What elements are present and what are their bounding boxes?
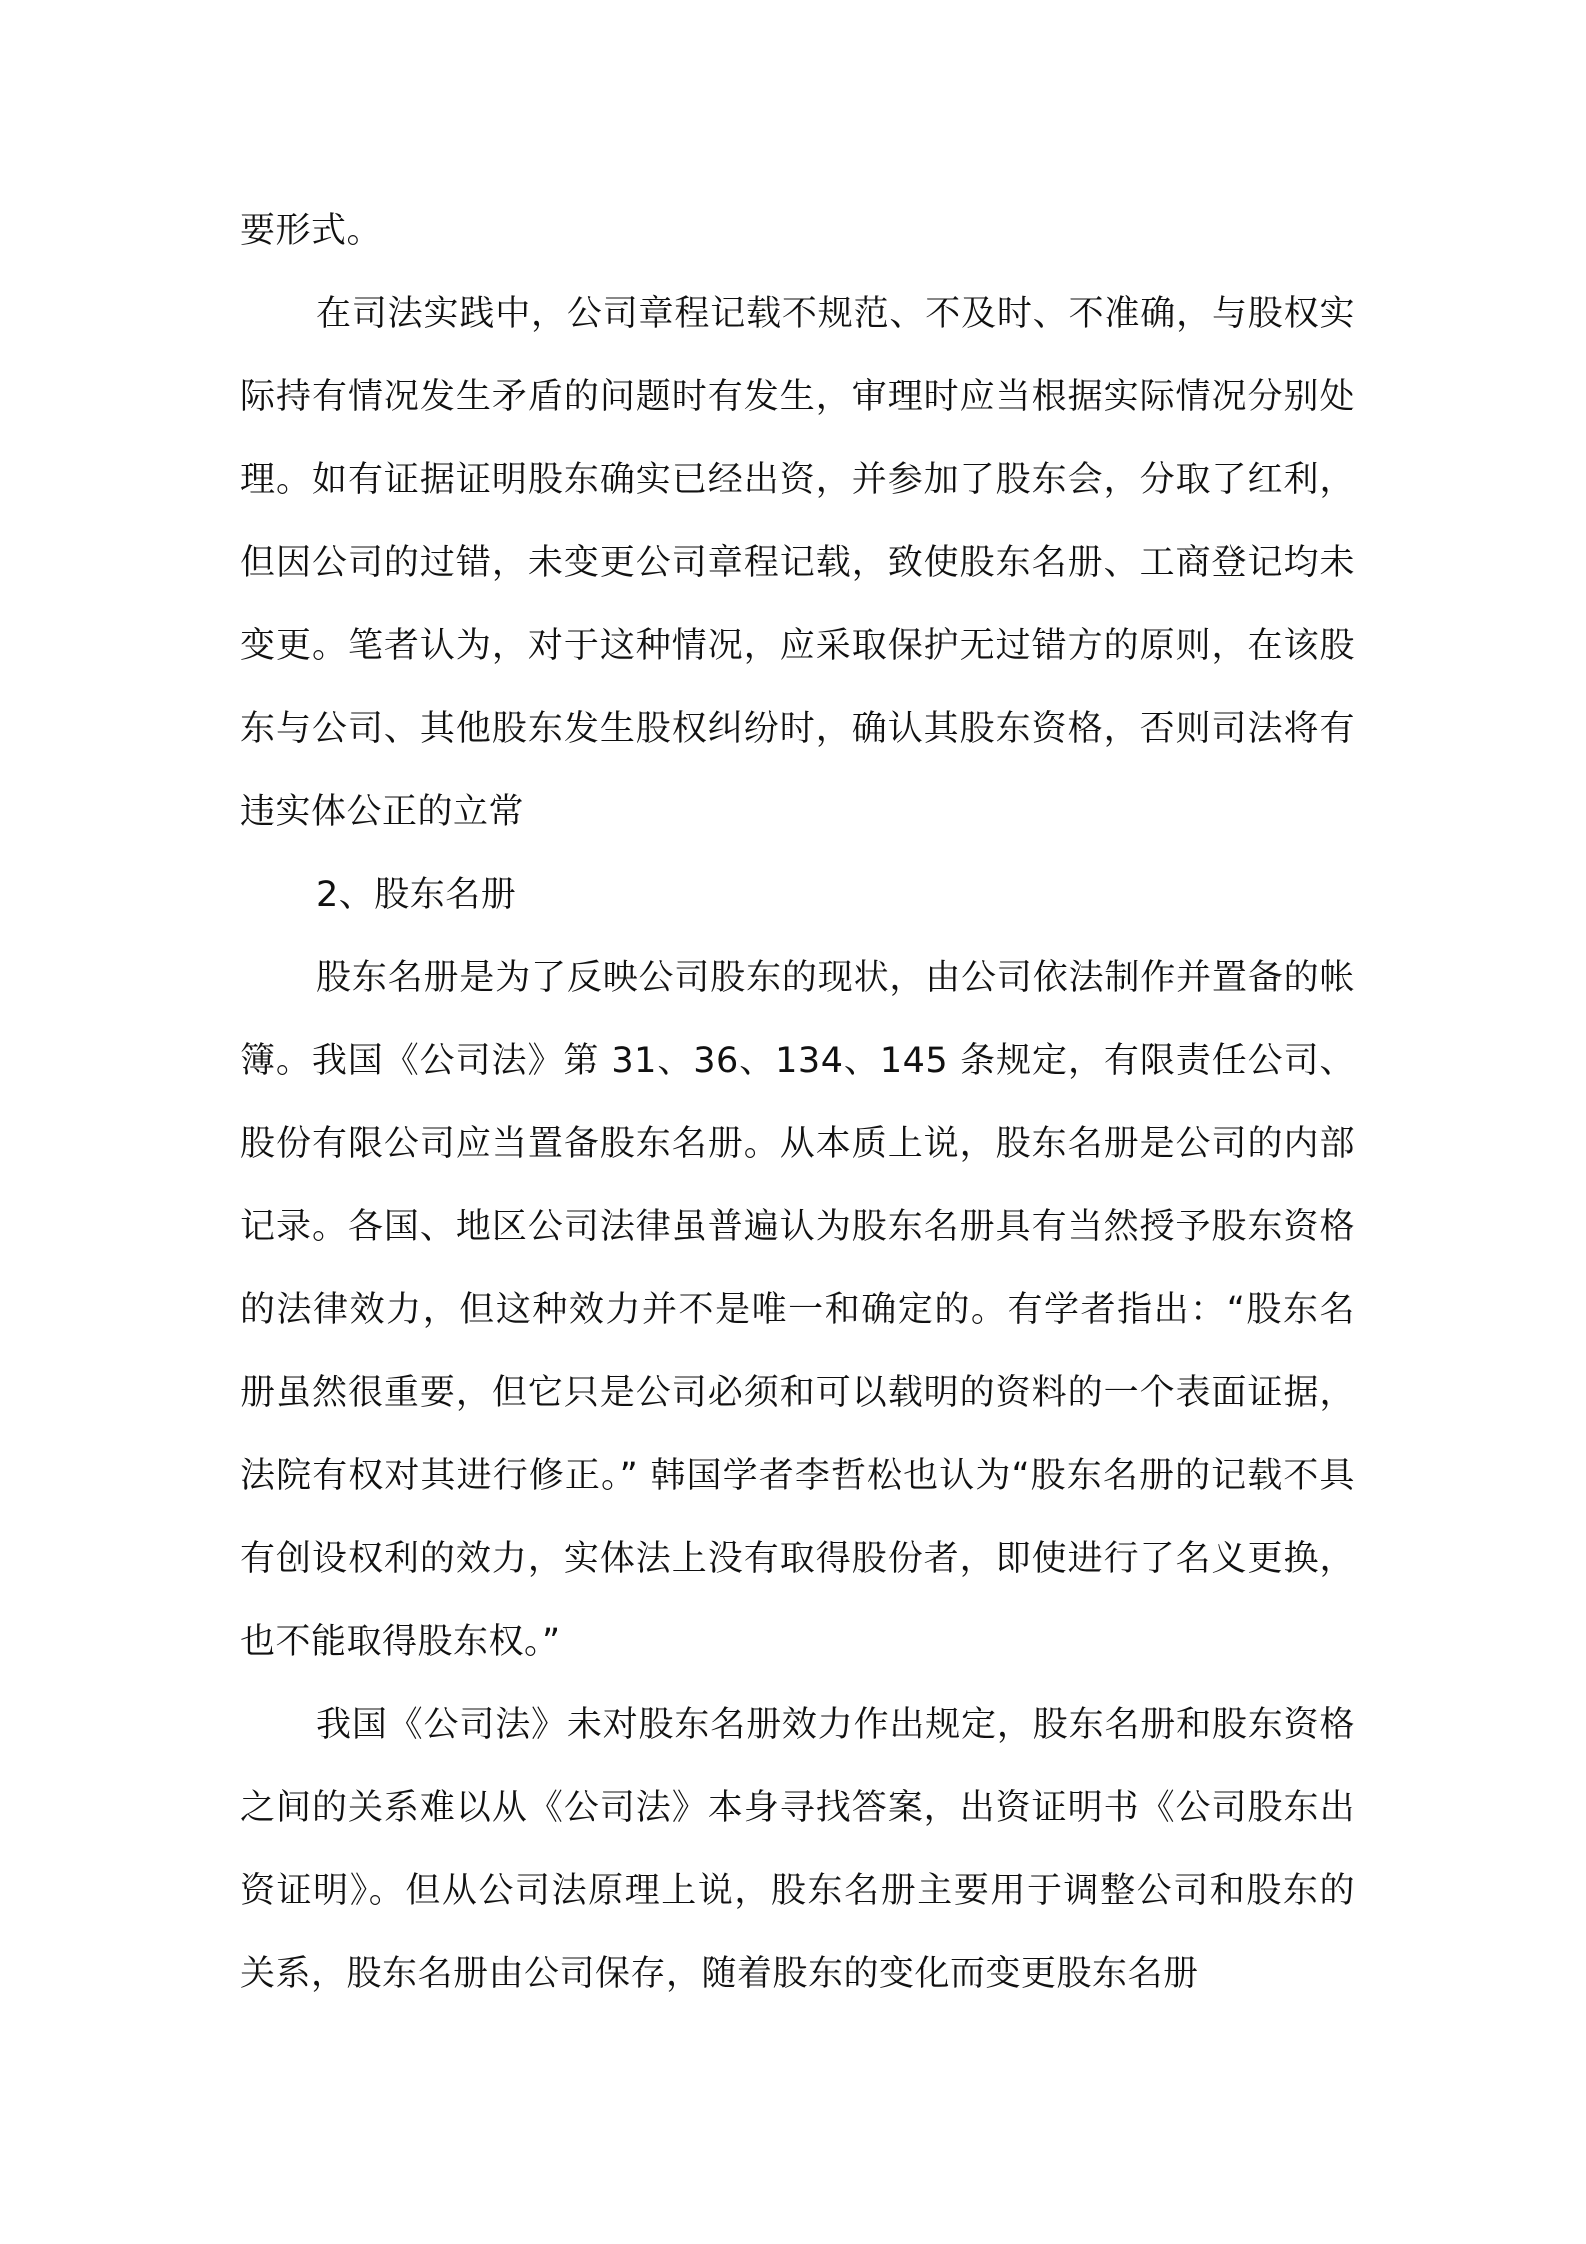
paragraph-judicial-practice: 在司法实践中，公司章程记载不规范、不及时、不准确，与股权实际持有情况发生矛盾的问题时有发生，审理时应当根据实际情况分别处理。如有证据证明股东确实已经出资，并参加了股东会，分取了红利，但因公司的过错，未变更公司章程记载，致使股东名册、工商登记均未变更。笔者认为，对于这种情况，应采取保护无过错方的原则，在该股东与公司、其他股东发生股权纠纷时，确认其股东资格，否则司法将有违实体公正的立常	[240, 294, 1355, 832]
paragraph-continuation: 要形式。	[240, 211, 383, 251]
paragraph-company-law-provision: 我国《公司法》未对股东名册效力作出规定，股东名册和股东资格之间的关系难以从《公司法》本身寻找答案，出资证明书《公司股东出资证明》。但从公司法原理上说，股东名册主要用于调整公司和股东的关系，股东名册由公司保存，随着股东的变化而变更股东名册	[240, 1705, 1355, 1994]
paragraph-shareholder-register-definition: 股东名册是为了反映公司股东的现状，由公司依法制作并置备的帐簿。我国《公司法》第 31、36、134、145 条规定，有限责任公司、股份有限公司应当置备股东名册。从本质上说，股东名册是公司的内部记录。各国、地区公司法律虽普遍认为股东名册具有当然授予股东资格的法律效力，但这种效力并不是唯一和确定的。有学者指出：“股东名册虽然很重要，但它只是公司必须和可以载明的资料的一个表面证据，法院有权对其进行修正。” 韩国学者李哲松也认为“股东名册的记载不具有创设权利的效力，实体法上没有取得股份者，即使进行了名义更换，也不能取得股东权。”	[240, 958, 1355, 1662]
document-body	[240, 190, 1355, 2016]
section-heading-shareholder-register: 2、股东名册	[316, 875, 517, 915]
